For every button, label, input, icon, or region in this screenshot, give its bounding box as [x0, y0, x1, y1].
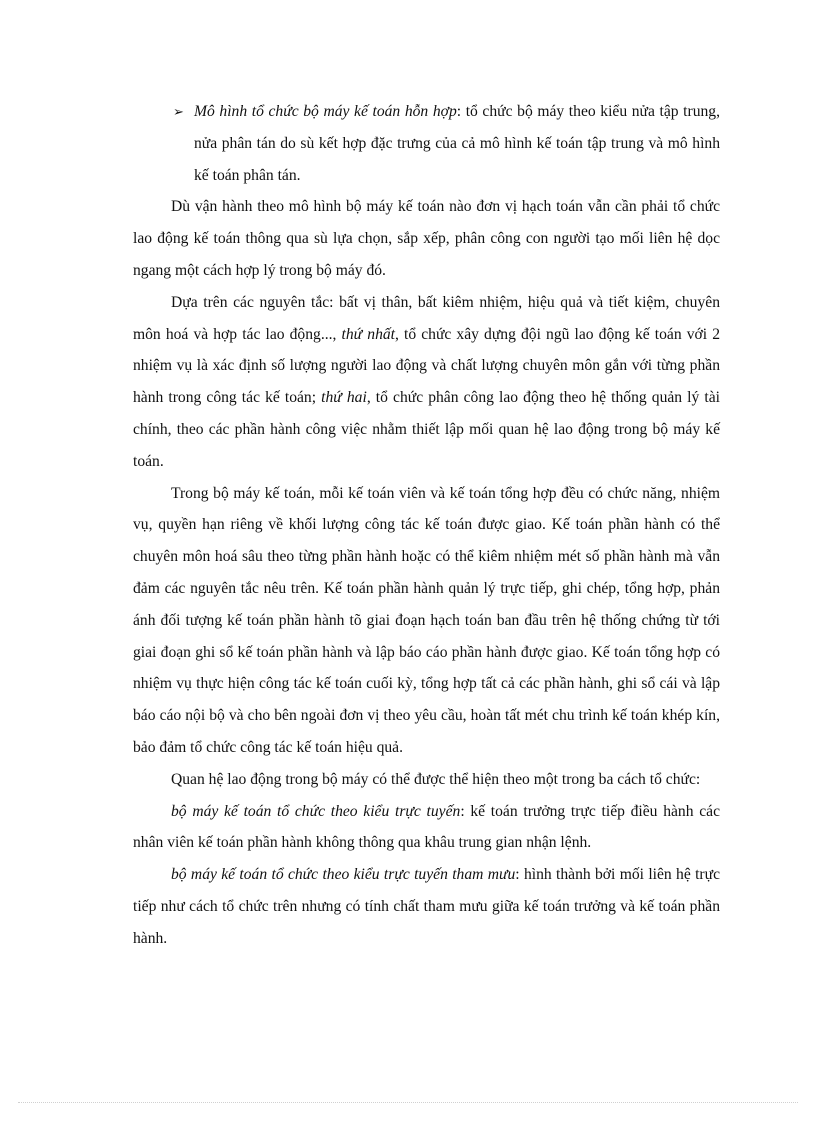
document-body	[133, 96, 720, 955]
line-structure-text: : kế toán trưởng trực tiếp điều hành các nhân viên kế toán phần hành không thông qua khâu trung gian nhận lệnh.	[133, 802, 720, 852]
paragraph-principles	[133, 287, 720, 478]
paragraph-line-structure	[133, 796, 720, 860]
arrow-bullet-icon: ➢	[173, 104, 184, 119]
line-staff-structure-title: bộ máy kế toán tổ chức theo kiểu trực tuyến tham mưu	[171, 866, 516, 884]
paragraph-line-staff-structure	[133, 859, 720, 954]
paragraph-organize-labor: Dù vận hành theo mô hình bộ máy kế toán nào đơn vị hạch toán vẫn cần phải tổ chức lao động kế toán thông qua sù lựa chọn, sắp xếp, phân công con người tạo mối liên hệ dọc ngang một cách hợp lý trong bộ máy đó.	[133, 198, 720, 279]
paragraph-accountant-roles: Trong bộ máy kế toán, mỗi kế toán viên và kế toán tổng hợp đều có chức năng, nhiệm vụ, quyền hạn riêng về khối lượng công tác kế toán được giao. Kế toán phần hành có thể chuyên môn hoá sâu theo từng phần hành hoặc có thể kiêm nhiệm mét số phần hành mà vẫn đảm các nguyên tắc nêu trên. Kế toán phần hành quản lý trực tiếp, ghi chép, tổng hợp, phản ánh đối tượng kế toán phần hành tõ giai đoạn hạch toán ban đầu trên hệ thống chứng từ tới giai đoạn ghi sổ kế toán phần hành và lập báo cáo phần hành được giao. Kế toán tổng hợp có nhiệm vụ thực hiện công tác kế toán cuối kỳ, tổng hợp tất cả các phần hành, ghi sổ cái và lập báo cáo nội bộ và cho bên ngoài đơn vị theo yêu cầu, hoàn tất mét chu trình kế toán khép kín, bảo đảm tổ chức công tác kế toán hiệu quả.	[133, 484, 720, 756]
principles-text-2: , tổ chức xây dựng đội ngũ lao động kế toán với 2 nhiệm vụ là xác định số lượng người lao động và chất lượng chuyên môn gắn với từng phần hành trong công tác kế toán;	[133, 325, 720, 407]
principles-text-1: Dựa trên các nguyên tắc: bất vị thân, bất kiêm nhiệm, hiệu quả và tiết kiệm, chuyên môn hoá và hợp tác lao động...,	[133, 293, 720, 343]
line-staff-structure-text: : hình thành bởi mối liên hệ trực tiếp như cách tổ chức trên nhưng có tính chất tham mưu giữa kế toán trưởng và kế toán phần hành.	[133, 866, 720, 947]
first-emphasis: thứ nhất	[341, 325, 395, 343]
hybrid-model-title: Mô hình tổ chức bộ máy kế toán hỗn hợp	[194, 103, 457, 120]
footer-dotted-divider	[18, 1102, 798, 1103]
second-emphasis: thứ hai	[321, 389, 367, 407]
paragraph-labor-relations: Quan hệ lao động trong bộ máy có thể được thể hiện theo một trong ba cách tổ chức:	[171, 770, 701, 788]
line-structure-title: bộ máy kế toán tổ chức theo kiểu trực tuyến	[171, 802, 461, 820]
hybrid-model-text: : tổ chức bộ máy theo kiểu nửa tập trung, nửa phân tán do sù kết hợp đặc trưng của cả mô hình kế toán tập trung và mô hình kế toán phân tán.	[194, 103, 720, 184]
principles-text-3: , tổ chức phân công lao động theo hệ thống quản lý tài chính, theo các phần hành công việc nhằm thiết lập mối quan hệ lao động trong bộ máy kế toán.	[133, 389, 720, 470]
bullet-paragraph-hybrid-model	[133, 96, 720, 191]
